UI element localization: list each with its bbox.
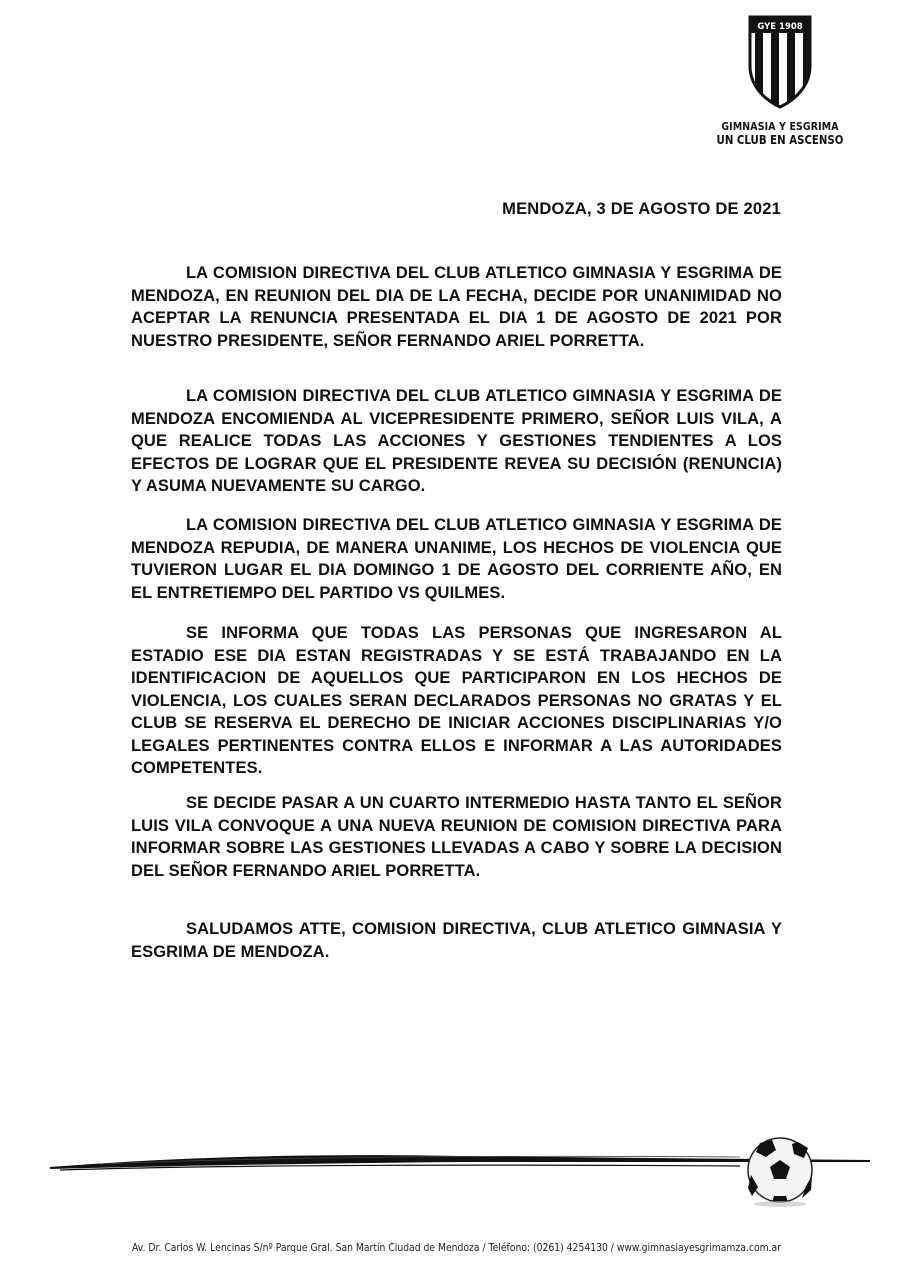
soccer-ball-icon [748,1138,812,1207]
club-shield-icon [747,14,813,110]
logo-line1: GIMNASIA Y ESGRIMA [721,120,839,133]
closing-paragraph [131,918,782,963]
closing-paragraph-text: SALUDAMOS ATTE, COMISION DIRECTIVA, CLUB ATLETICO GIMNASIA Y ESGRIMA DE MENDOZA. [131,920,782,961]
paragraph-3-text: LA COMISION DIRECTIVA DEL CLUB ATLETICO GIMNASIA Y ESGRIMA DE MENDOZA REPUDIA, DE MANERA UNANIME, LOS HECHOS DE VIOLENCIA QUE TUVIERON LUGAR EL DIA DOMINGO 1 DE AGOSTO DEL CORRIENTE AÑO, EN EL ENTRETIEMPO DEL PARTIDO VS QUILMES. [131,516,782,602]
document-date: MENDOZA, 3 DE AGOSTO DE 2021 [502,200,781,218]
footer-decoration [40,1130,870,1210]
logo-badge-text: GYE 1908 [757,22,803,32]
paragraph-1-text: LA COMISION DIRECTIVA DEL CLUB ATLETICO GIMNASIA Y ESGRIMA DE MENDOZA, EN REUNION DEL DIA DE LA FECHA, DECIDE POR UNANIMIDAD NO ACEPTAR LA RENUNCIA PRESENTADA EL DIA 1 DE AGOSTO DE 2021 POR NUESTRO PRESIDENTE, SEÑOR FERNANDO ARIEL PORRETTA. [131,264,782,350]
paragraph-2-text: LA COMISION DIRECTIVA DEL CLUB ATLETICO GIMNASIA Y ESGRIMA DE MENDOZA ENCOMIENDA AL VICEPRESIDENTE PRIMERO, SEÑOR LUIS VILA, A QUE REALICE TODAS LAS ACCIONES Y GESTIONES TENDIENTES A LOS EFECTOS DE LOGRAR QUE EL PRESIDENTE REVEA SU DECISIÓN (RENUNCIA) Y ASUMA NUEVAMENTE SU CARGO. [131,387,782,495]
paragraph-2 [131,385,782,498]
footer-address: Av. Dr. Carlos W. Lencinas S/nº Parque Gral. San Martín Ciudad de Mendoza / Teléfono: (0261) 4254130 / www.gimnasiayesgrimamza.com.ar [131,1242,782,1254]
logo-line2: UN CLUB EN ASCENSO [716,133,844,147]
paragraph-4-text: SE INFORMA QUE TODAS LAS PERSONAS QUE INGRESARON AL ESTADIO ESE DIA ESTAN REGISTRADAS Y SE ESTÁ TRABAJANDO EN LA IDENTIFICACION DE AQUELLOS QUE PARTICIPARON EN LOS HECHOS DE VIOLENCIA, LOS CUALES SERAN DECLARADOS PERSONAS NO GRATAS Y EL CLUB SE RESERVA EL DERECHO DE INICIAR ACCIONES DISCIPLINARIAS Y/O LEGALES PERTINENTES CONTRA ELLOS E INFORMAR A LAS AUTORIDADES COMPETENTES. [131,624,782,777]
paragraph-3 [131,514,782,604]
paragraph-5-text: SE DECIDE PASAR A UN CUARTO INTERMEDIO HASTA TANTO EL SEÑOR LUIS VILA CONVOQUE A UNA NUEVA REUNION DE COMISION DIRECTIVA PARA INFORMAR SOBRE LAS GESTIONES LLEVADAS A CABO Y SOBRE LA DECISION DEL SEÑOR FERNANDO ARIEL PORRETTA. [131,794,782,880]
club-logo [700,14,860,147]
paragraph-1 [131,262,782,352]
paragraph-5 [131,792,782,882]
paragraph-4 [131,622,782,780]
